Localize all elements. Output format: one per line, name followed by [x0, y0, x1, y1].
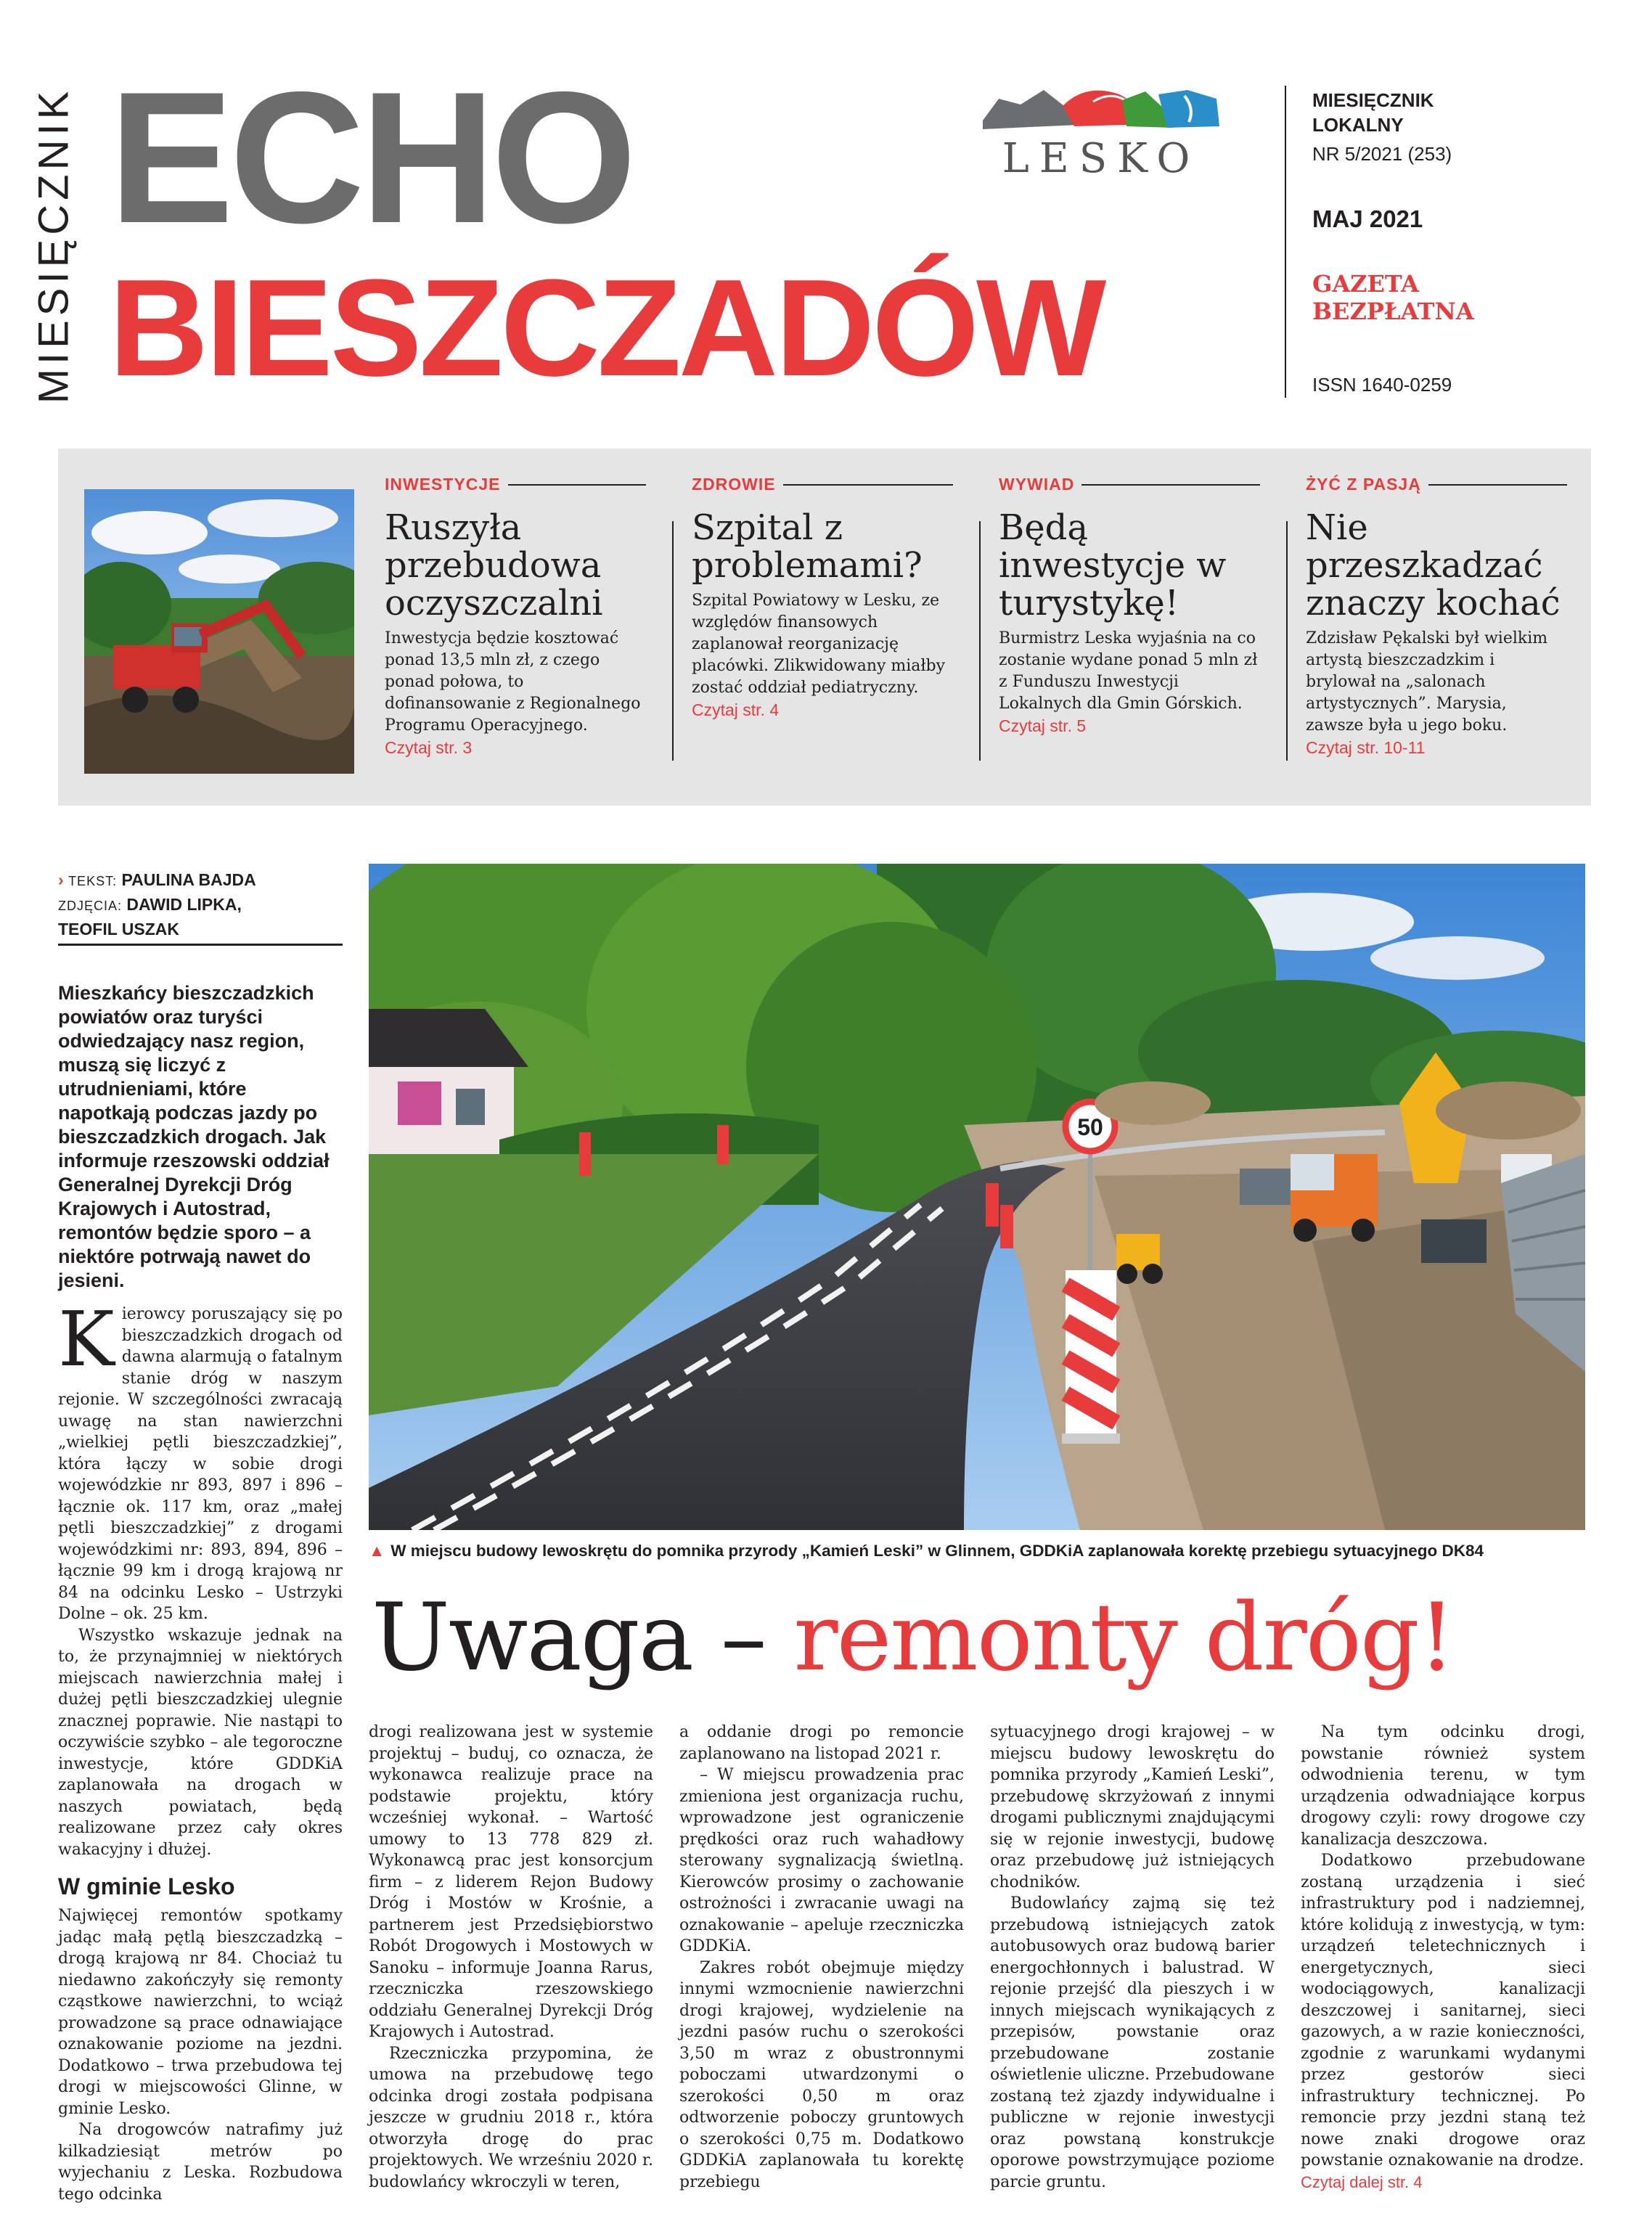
teaser-category-label: ZDROWIE [692, 475, 776, 494]
article-column-2 [369, 1722, 653, 2193]
teaser-title: Szpital z problemami? [692, 507, 923, 586]
photo-author-2: TEOFIL USZAK [58, 920, 179, 938]
headline-part-2: remonty dróg! [793, 1584, 1455, 1692]
speed-limit-sign: 50 [1077, 1114, 1103, 1140]
photo-credit [58, 893, 343, 917]
teaser-title: Będą inwestycje w turystykę! [999, 507, 1227, 623]
article-paragraph: Rzeczniczka przypomina, że umowa na przebudowę tego odcinka drogi została podpisana jeszcze w grudniu 2018 r., która otworzyła drogę do prac projektowych. We wrześniu 2020 r. budowlańcy wkroczyli w teren, [369, 2044, 653, 2191]
article-paragraph: drogi realizowana jest w systemie projektuj – buduj, co oznacza, że wykonawca realizuje prace na podstawie projektu, który wcześniej wykonał. – Wartość umowy to 13 778 829 zł. Wykonawcą prac jest konsorcjum firm – z liderem Rejon Budowy Dróg i Mostów w Krośnie, a partnerem jest Przedsiębiorstwo Robót Drogowych i Mostowych w Sanoku – informuje Joanna Rarus, rzeczniczka rzeszowskiego oddziału Generalnej Dyrekcji Dróg Krajowych i Autostrad. [369, 1723, 653, 2041]
road-works-photo [369, 864, 1585, 1530]
paragraph-text: ierowcy poruszający się po bieszczadzkich drogach od dawna alarmują o fatalnym stanie dróg w naszym rejonie. W szczególności zwracają uwagę na stan nawierzchni „wielkiej pętli bieszczadzkiej”, która łączy w sobie drogi wojewódzkie nr 893, 897 i 896 – łącznie ok. 117 km, oraz „małej pętli bieszczadzkiej” z drogami wojewódzkimi nr: 893, 894, 896 – łącznie 99 km i drogą krajową nr 84 na odcinku Lesko – Ustrzyki Dolne – ok. 25 km. [58, 1305, 343, 1623]
article-paragraph: Budowlańcy zajmą się też przebudową istniejących zatok autobusowych oraz budową barier energochłonnych i balustrad. W rejonie przejść dla pieszych i w innych miejscach wynikających z przepisów, powstanie oraz przebudowane zostanie oświetlenie uliczne. Przebudowane zostaną też zjazdy indywidualne i publiczne w rejonie inwestycji oraz powstaną konstrukcje oporowe powstrzymujące poziome parcie gruntu. [990, 1894, 1275, 2191]
continue-reading-link[interactable]: Czytaj dalej str. 4 [1301, 2172, 1423, 2191]
teaser-text [1306, 628, 1567, 760]
masthead-title-echo: ECHO [109, 52, 633, 262]
article-paragraph: a oddanie drogi po remoncie zaplanowano na listopad 2021 r. [679, 1723, 964, 1763]
headline-part-1: Uwaga – [372, 1584, 766, 1692]
continue-link-paragraph [1301, 2172, 1585, 2194]
article-column-4 [990, 1722, 1275, 2193]
teaser-investments[interactable] [385, 475, 646, 760]
teaser-divider [979, 521, 981, 761]
free-paper-line2: BEZPŁATNA [1312, 298, 1474, 325]
article-column-3 [679, 1722, 964, 2193]
article-paragraph: Najwięcej remontów spotkamy jadąc małą pętlą bieszczadzką – drogą krajową nr 84. Chociaż tu niedawno zakończyły się remonty cząstkowe nawierzchni, to wciąż prowadzone są prace odnawiające oznakowanie poziome na jezdni. Dodatkowo – trwa przebudowa tej drogi w miejscowości Glinne, w gminie Lesko. [58, 1907, 343, 2118]
article-paragraph: Na tym odcinku drogi, powstanie również system odwodnienia terenu, w tym urządzenia odwadniające korpus drogowy czyli: rowy drogowe czy kanalizacja deszczowa. [1301, 1723, 1585, 1849]
teaser-body: Szpital Powiatowy w Lesku, ze względów finansowych zaplanował reorganizację placówki. Zlikwidowany miałby zostać oddział pediatryczny. [692, 592, 946, 697]
teaser-category-label: INWESTYCJE [385, 475, 501, 494]
masthead-vertical-label [30, 86, 77, 405]
teaser-text [385, 628, 646, 760]
photo-caption [369, 1542, 1585, 1561]
category-rule [1428, 484, 1567, 486]
category-rule [1081, 484, 1260, 486]
teaser-category [1306, 475, 1567, 494]
teaser-body: Burmistrz Leska wyjaśnia na co zostanie wydane ponad 5 mln zł z Funduszu Inwestycji Lokalnych dla Gmin Górskich. [999, 629, 1258, 713]
info-local: LOKALNY [1312, 114, 1404, 136]
teaser-passion[interactable] [1306, 475, 1567, 760]
teaser-body: Zdzisław Pękalski był wielkim artystą bieszczadzkim i brylował na „salonach artystycznych”. Marysia, zawsze była u jego boku. [1306, 629, 1548, 735]
article-paragraph: Wszystko wskazuje jednak na to, że przynajmniej w niektórych miejscach nawierzchnia małej i dużej pętli bieszczadzkiej ulegnie znacznej poprawie. Nie nastąpi to oczywiście szybko – ale tegoroczne inwestycje, które GDDKiA zaplanowała na drogach w naszych powiatach, będą realizowane przez cały okres wakacyjny i dłużej. [58, 1626, 343, 1859]
teaser-category [385, 475, 646, 494]
article-paragraph: Zakres robót obejmuje między innymi wzmocnienie nawierzchni drogi krajowej, wydzielenie na jezdni pasów ruchu o szerokości 3,50 m wraz z obustronnymi poboczami utwardzonymi o szerokości 0,50 m oraz odtworzenie poboczy gruntowych o szerokości 0,75 m. Dodatkowo GDDKiA zaplanowała tu korektę przebiegu [679, 1958, 964, 2191]
photo-credit-label: ZDJĘCIA: [58, 899, 123, 913]
article-paragraph: – W miejscu prowadzenia prac zmieniona jest organizacja ruchu, wprowadzone jest ograniczenie prędkości oraz ruch wahadłowy sterowany sygnalizacją świetlną. Kierowców prosimy o zachowanie ostrożności i zwracanie uwagi na oznakowanie – apeluje rzeczniczka GDDKiA. [679, 1766, 964, 1955]
teaser-category-label: ŻYĆ Z PASJĄ [1306, 475, 1421, 494]
article-paragraph: Na drogowców natrafimy już kilkadziesiąt metrów po wyjechaniu z Leska. Rozbudowa tego odcinka [58, 2121, 343, 2204]
teaser-read-more-link[interactable]: Czytaj str. 3 [385, 738, 473, 757]
triangle-up-icon: ▲ [369, 1542, 385, 1560]
teaser-read-more-link[interactable]: Czytaj str. 5 [999, 716, 1087, 735]
teaser-band [58, 449, 1591, 806]
article-column-5 [1301, 1722, 1585, 2193]
excavator-photo [84, 489, 354, 774]
issn: ISSN 1640-0259 [1312, 374, 1452, 396]
category-rule [508, 484, 646, 486]
teaser-title: Ruszyła przebudowa oczyszczalni [385, 507, 603, 623]
article-column-1 [58, 1295, 343, 2205]
free-paper-line1: GAZETA [1312, 270, 1419, 298]
article-paragraph: Dodatkowo przebudowane zostaną urządzenia i sieć infrastruktury pod i nadziemnej, które kolidują z inwestycją, w tym: urządzeń teletechnicznych i energetycznych, sieci wodociągowych, kanalizacji deszczowej i sanitarnej, sieci gazowych, a w razie konieczności, zgodnie z warunkami wydanymi przez gestorów sieci infrastruktury technicznej. Po remoncie przy jezdni staną też nowe znaki drogowe oraz powstanie oznakowanie na drodze. [1301, 1852, 1585, 2169]
teaser-title: Nie przeszkadzać znaczy kochać [1306, 507, 1561, 623]
vertical-label-text: MIESIĘCZNIK [30, 86, 78, 404]
teaser-body: Inwestycja będzie kosztować ponad 13,5 mln zł, z czego ponad połowa, to dofinansowanie z Regionalnego Programu Operacyjnego. [385, 629, 641, 735]
drop-cap: K [58, 1295, 115, 1383]
teaser-category [692, 475, 953, 494]
teaser-interview[interactable] [999, 475, 1260, 738]
article-lead: Mieszkańcy bieszczadzkich powiatów oraz turyści odwiedzający nasz region, muszą się liczyć z utrudnieniami, które napotkają podczas jazdy po bieszczadzkich drogach. Jak informuje rzeszowski oddział Generalnej Dyrekcji Dróg Krajowych i Autostrad, remontów będzie sporo – a niektóre potrwają nawet do jesieni. [58, 982, 330, 1291]
text-credit [58, 868, 343, 893]
credits-divider [58, 944, 343, 946]
teaser-read-more-link[interactable]: Czytaj str. 10-11 [1306, 738, 1426, 757]
teaser-divider [672, 521, 674, 761]
text-credit-label: TEKST: [68, 874, 118, 888]
teaser-read-more-link[interactable]: Czytaj str. 4 [692, 700, 780, 719]
article-paragraph [58, 1295, 343, 1625]
teaser-health[interactable] [692, 475, 953, 722]
article-paragraph: sytuacyjnego drogi krajowej – w miejscu budowy lewoskrętu do pomnika przyrody „Kamień Leski”, przebudowę skrzyżowań z innymi drogami publicznymi znajdującymi się w rejonie inwestycji, budowę oraz przebudowę już istniejących chodników. [990, 1723, 1275, 1891]
text-author: PAULINA BAJDA [121, 870, 256, 889]
masthead-divider [1285, 86, 1286, 398]
category-rule [783, 484, 953, 486]
photo-author-1: DAWID LIPKA, [126, 895, 242, 914]
chevron-right-icon: › [58, 870, 64, 889]
issue-number: NR 5/2021 (253) [1312, 143, 1452, 165]
teaser-divider [1286, 521, 1288, 761]
teaser-category [999, 475, 1260, 494]
info-monthly: MIESIĘCZNIK [1312, 89, 1434, 111]
teaser-text [692, 590, 953, 722]
caption-text: W miejscu budowy lewoskrętu do pomnika przyrody „Kamień Leski” w Glinnem, GDDKiA zaplanowała korektę przebiegu sytuacyjnego DK84 [390, 1542, 1484, 1560]
teaser-text [999, 628, 1260, 738]
article-credits [58, 868, 343, 941]
lesko-logo-text: LESKO [1002, 135, 1201, 182]
issue-date: MAJ 2021 [1312, 205, 1423, 232]
masthead-title-bieszczadow: BIESZCZADÓW [109, 251, 1104, 405]
article-headline [372, 1584, 1454, 1693]
teaser-category-label: WYWIAD [999, 475, 1075, 494]
article-subheading: W gminie Lesko [58, 1873, 235, 1899]
